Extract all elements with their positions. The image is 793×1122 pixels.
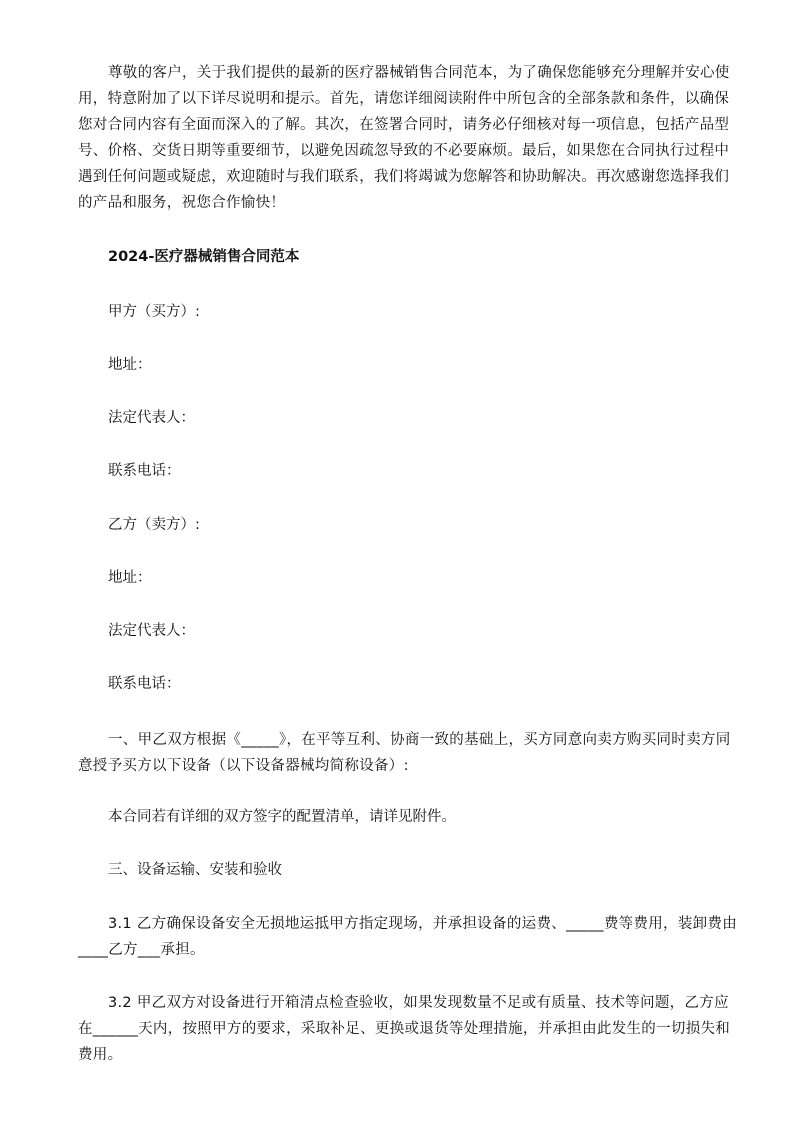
config-note: 本合同若有详细的双方签字的配置清单，请详见附件。 bbox=[108, 809, 456, 825]
party-a-label: 甲方（买方）: bbox=[108, 304, 200, 320]
clause-1: 一、甲乙双方根据《_____》，在平等互利、协商一致的基础上，买方同意向卖方购买同时卖方同意授予买方以下设备（以下设备器械均简称设备）: bbox=[78, 732, 731, 774]
party-a-address: 地址： bbox=[108, 357, 152, 373]
clause-3-2: 3.2 甲乙双方对设备进行开箱清点检查验收，如果发现数量不足或有质量、技术等问题，乙方应在______天内，按照甲方的要求，采取补足、更换或退货等处理措施，并承担由此发生的一切损失和费用。 bbox=[78, 995, 731, 1063]
party-a-representative: 法定代表人： bbox=[108, 410, 195, 426]
clause-3-1: 3.1 乙方确保设备安全无损地运抵甲方指定现场，并承担设备的运费、_____费等费用，装卸费由____乙方___承担。 bbox=[78, 916, 738, 958]
party-a-phone: 联系电话： bbox=[108, 463, 181, 479]
party-b-address: 地址： bbox=[108, 570, 152, 586]
document-title: 2024-医疗器械销售合同范本 bbox=[108, 249, 300, 265]
section-3-heading: 三、设备运输、安装和验收 bbox=[108, 862, 282, 878]
party-b-label: 乙方（卖方）: bbox=[108, 517, 200, 533]
party-b-phone: 联系电话： bbox=[108, 676, 181, 692]
party-b-representative: 法定代表人： bbox=[108, 623, 195, 639]
intro-paragraph: 尊敬的客户，关于我们提供的最新的医疗器械销售合同范本，为了确保您能够充分理解并安心使用，特意附加了以下详尽说明和提示。首先，请您详细阅读附件中所包含的全部条款和条件，以确保您对合同内容有全面而深入的了解。其次，在签署合同时，请务必仔细核对每一项信息，包括产品型号、价格、交货日期等重要细节，以避免因疏忽导致的不必要麻烦。最后，如果您在合同执行过程中遇到任何问题或疑虑，欢迎随时与我们联系，我们将竭诚为您解答和协助解决。再次感谢您选择我们的产品和服务，祝您合作愉快！ bbox=[78, 65, 730, 211]
